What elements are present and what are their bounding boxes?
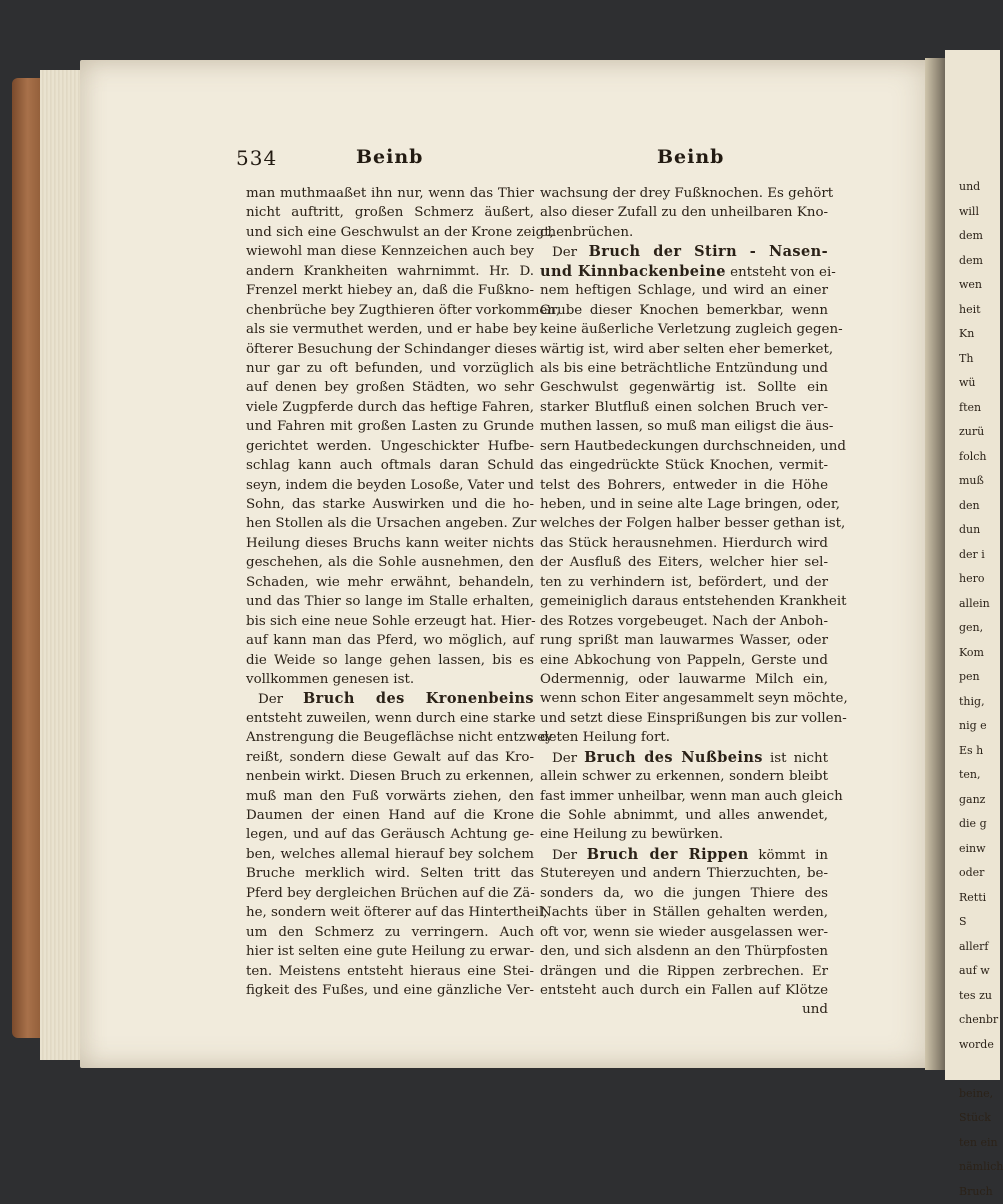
text-line: chenbrüche bey Zugthieren öfter vorkommen, — [246, 301, 534, 320]
fragment-line: dun — [959, 518, 1000, 543]
text-line: wärtig ist, wird aber selten eher bemerket, — [540, 340, 828, 359]
text-line: als bis eine beträchtliche Entzündung und — [540, 359, 828, 378]
text-line: wiewohl man diese Kennzeichen auch bey — [246, 242, 534, 261]
text-line: Grube dieser Knochen bemerkbar, wenn — [540, 301, 828, 320]
text-line: der Ausfluß des Eiters, welcher hier sel- — [540, 553, 828, 572]
fragment-line: zurü — [959, 420, 1000, 445]
fragment-line: wen — [959, 273, 1000, 298]
text-line: also dieser Zufall zu den unheilbaren Kno- — [540, 203, 828, 222]
text-line: Anstrengung die Beugeflächsе nicht entzwey — [246, 728, 534, 747]
fragment-line: beine, — [959, 1082, 1000, 1107]
text-line: Bruche merklich wird. Selten tritt das — [246, 864, 534, 883]
text-line: Heilung dieses Bruchs kann weiter nichts — [246, 534, 534, 553]
fragment-line: allerf — [959, 935, 1000, 960]
heading-text: kömmt in — [749, 848, 828, 863]
text-line: das Stück herausnehmen. Hierdurch wird — [540, 534, 828, 553]
running-head-right: Beinb — [657, 146, 724, 168]
text-line: entsteht auch durch ein Fallen auf Klötze — [540, 981, 828, 1000]
text-line: nicht auftritt, großen Schmerz äußert, — [246, 203, 534, 222]
fragment-line: den — [959, 494, 1000, 519]
text-line: Odermennig, oder lauwarme Milch ein, — [540, 670, 828, 689]
fragment-line: ften — [959, 396, 1000, 421]
fragment-line: Kn — [959, 322, 1000, 347]
right-page-edge — [945, 50, 1000, 1080]
heading-nussbein — [540, 748, 828, 767]
text-line: eine Abkochung von Pappeln, Gerste und — [540, 651, 828, 670]
text-line: und Fahren mit großen Lasten zu Grunde — [246, 417, 534, 436]
fragment-line: Es h — [959, 739, 1000, 764]
text-line: des Rotzes vorgebeuget. Nach der Anboh- — [540, 612, 828, 631]
right-text-column — [540, 184, 828, 1020]
text-line: muthen lassen, so muß man eiligst die äus- — [540, 417, 828, 436]
fragment-line: nig e — [959, 714, 1000, 739]
right-page-fragments — [945, 50, 1000, 1204]
text-line: ten zu verhindern ist, befördert, und der — [540, 573, 828, 592]
text-line: nur gar zu oft befunden, und vorzüglich — [246, 359, 534, 378]
text-line: Nachts über in Ställen gehalten werden, — [540, 903, 828, 922]
text-line: vollkommen genesen ist. — [246, 670, 534, 689]
fragment-line: Retti — [959, 886, 1000, 911]
text-line: allein schwer zu erkennen, sondern bleibt — [540, 767, 828, 786]
section-heading: Bruch des Nußbeins — [584, 749, 763, 766]
fragment-line: hero — [959, 567, 1000, 592]
fragment-line: Bruch — [959, 1180, 1000, 1204]
text-line: eine Heilung zu bewürken. — [540, 825, 828, 844]
fragment-line: und — [959, 175, 1000, 200]
text-line: sern Hautbedeckungen durchschneiden, und — [540, 437, 828, 456]
text-line: drängen und die Rippen zerbrechen. Er — [540, 962, 828, 981]
text-line: die Sohle abnimmt, und alles anwendet, — [540, 806, 828, 825]
text-line: starker Blutfluß einen solchen Bruch ver- — [540, 398, 828, 417]
text-line: he, sondern weit öfterer auf das Hintertheil, — [246, 903, 534, 922]
fragment-line: Th — [959, 347, 1000, 372]
heading-stirn-2 — [540, 262, 828, 281]
fragment-line: will — [959, 200, 1000, 225]
text-line: chenbrüchen. — [540, 223, 828, 242]
page-number: 534 — [236, 146, 277, 170]
running-head-left: Beinb — [356, 146, 423, 168]
text-line: um den Schmerz zu verringern. Auch — [246, 923, 534, 942]
fragment-line — [959, 1057, 1000, 1082]
text-line: reißt, sondern diese Gewalt auf das Kro- — [246, 748, 534, 767]
text-line: oft vor, wenn sie wieder ausgelassen wer- — [540, 923, 828, 942]
text-line: welches der Folgen halber besser gethan ist, — [540, 514, 828, 533]
text-line: legen, und auf das Geräusch Achtung ge- — [246, 825, 534, 844]
text-line: man muthmaaßet ihn nur, wenn das Thier — [246, 184, 534, 203]
text-line: und — [540, 1000, 828, 1019]
section-heading: Bruch der Stirn - Nasen- — [589, 243, 828, 260]
text-line: heben, und in seine alte Lage bringen, oder, — [540, 495, 828, 514]
fragment-line: dem — [959, 249, 1000, 274]
fragment-line: ten, — [959, 763, 1000, 788]
text-line: geschehen, als die Sohle ausnehmen, den — [246, 553, 534, 572]
heading-kronenbein — [246, 689, 534, 708]
heading-text: Der — [552, 245, 589, 260]
fragment-line: allein — [959, 592, 1000, 617]
text-line: auf denen bey großen Städten, wo sehr — [246, 378, 534, 397]
text-line: entsteht zuweilen, wenn durch eine starke — [246, 709, 534, 728]
text-line: Stutereyen und andern Thierzuchten, be- — [540, 864, 828, 883]
text-line: telst des Bohrers, entweder in die Höhe — [540, 476, 828, 495]
text-line: deten Heilung fort. — [540, 728, 828, 747]
text-line: viele Zugpferde durch das heftige Fahren, — [246, 398, 534, 417]
text-line: bis sich eine neue Sohle erzeugt hat. Hier- — [246, 612, 534, 631]
text-line: keine äußerliche Verletzung zugleich gegen- — [540, 320, 828, 339]
fragment-line: nämlich — [959, 1155, 1000, 1180]
heading-text: ist nicht — [763, 751, 828, 766]
text-line: Sohn, das starke Auswirken und die ho- — [246, 495, 534, 514]
text-line: öfterer Besuchung der Schindanger dieses — [246, 340, 534, 359]
text-line: Pferd bey dergleichen Brüchen auf die Zä- — [246, 884, 534, 903]
text-line: ten. Meistens entsteht hieraus eine Stei- — [246, 962, 534, 981]
fragment-line: worde — [959, 1033, 1000, 1058]
section-heading: Bruch der Rippen — [587, 846, 749, 863]
fragment-line: gen, — [959, 616, 1000, 641]
text-line: rung sprißt man lauwarmes Wasser, oder — [540, 631, 828, 650]
fragment-line: der i — [959, 543, 1000, 568]
text-line: nem heftigen Schlage, und wird an einer — [540, 281, 828, 300]
fragment-line: chenbr — [959, 1008, 1000, 1033]
fragment-line: auf w — [959, 959, 1000, 984]
heading-rippen — [540, 845, 828, 864]
heading-text: Der — [258, 692, 303, 707]
text-line: muß man den Fuß vorwärts ziehen, den — [246, 787, 534, 806]
text-line: hier ist selten eine gute Heilung zu erwar- — [246, 942, 534, 961]
text-line: und setzt diese Einsprißungen bis zur vollen- — [540, 709, 828, 728]
text-line: auf kann man das Pferd, wo möglich, auf — [246, 631, 534, 650]
text-line: und sich eine Geschwulst an der Krone zeigt, — [246, 223, 534, 242]
fragment-line: heit — [959, 298, 1000, 323]
section-heading: und Kinnbackenbeine — [540, 263, 726, 280]
text-line: seyn, indem die beyden Losoße, Vater und — [246, 476, 534, 495]
text-line: andern Krankheiten wahrnimmt. Hr. D. — [246, 262, 534, 281]
text-line: den, und sich alsdenn an den Thürpfosten — [540, 942, 828, 961]
fragment-line: ganz — [959, 788, 1000, 813]
fragment-line: dem — [959, 224, 1000, 249]
text-line: wenn schon Eiter angesammelt seyn möchte, — [540, 689, 828, 708]
heading-text: entsteht von ei- — [726, 265, 836, 280]
fragment-line: folch — [959, 445, 1000, 470]
fragment-line: S — [959, 910, 1000, 935]
fragment-line: tes zu — [959, 984, 1000, 1009]
text-line: gerichtet werden. Ungeschickter Hufbe- — [246, 437, 534, 456]
text-line: ben, welches allemal hierauf bey solchem — [246, 845, 534, 864]
fragment-line: thig, — [959, 690, 1000, 715]
left-text-column — [246, 184, 534, 1000]
text-line: Daumen der einen Hand auf die Krone — [246, 806, 534, 825]
fragment-line: die g — [959, 812, 1000, 837]
text-line: figkeit des Fußes, und eine gänzliche Ver- — [246, 981, 534, 1000]
section-heading: Bruch des Kronenbeins — [303, 690, 534, 707]
fragment-line: wü — [959, 371, 1000, 396]
text-line: die Weide so lange gehen lassen, bis es — [246, 651, 534, 670]
text-line: wachsung der drey Fußknochen. Es gehört — [540, 184, 828, 203]
text-line: hen Stollen als die Ursachen angeben. Zur — [246, 514, 534, 533]
fragment-line: oder — [959, 861, 1000, 886]
text-line: und das Thier so lange im Stalle erhalten, — [246, 592, 534, 611]
heading-text: Der — [552, 848, 587, 863]
fragment-line: pen — [959, 665, 1000, 690]
fragment-line: ten ein — [959, 1131, 1000, 1156]
fragment-line: Stück — [959, 1106, 1000, 1131]
fragment-line: Kom — [959, 641, 1000, 666]
text-line: gemeiniglich daraus entstehenden Krankheit — [540, 592, 828, 611]
fragment-line: muß — [959, 469, 1000, 494]
text-line: fast immer unheilbar, wenn man auch gleich — [540, 787, 828, 806]
text-line: Schaden, wie mehr erwähnt, behandeln, — [246, 573, 534, 592]
heading-text: Der — [552, 751, 584, 766]
heading-stirn — [540, 242, 828, 261]
text-line: als sie vermuthet werden, und er habe bey — [246, 320, 534, 339]
text-line: Frenzel merkt hiebey an, daß die Fußkno- — [246, 281, 534, 300]
text-line: nenbein wirkt. Diesen Bruch zu erkennen, — [246, 767, 534, 786]
text-line: Geschwulst gegenwärtig ist. Sollte ein — [540, 378, 828, 397]
text-line: sonders da, wo die jungen Thiere des — [540, 884, 828, 903]
fragment-line: einw — [959, 837, 1000, 862]
text-line: das eingedrückte Stück Knochen, vermit- — [540, 456, 828, 475]
text-line: schlag kann auch oftmals daran Schuld — [246, 456, 534, 475]
